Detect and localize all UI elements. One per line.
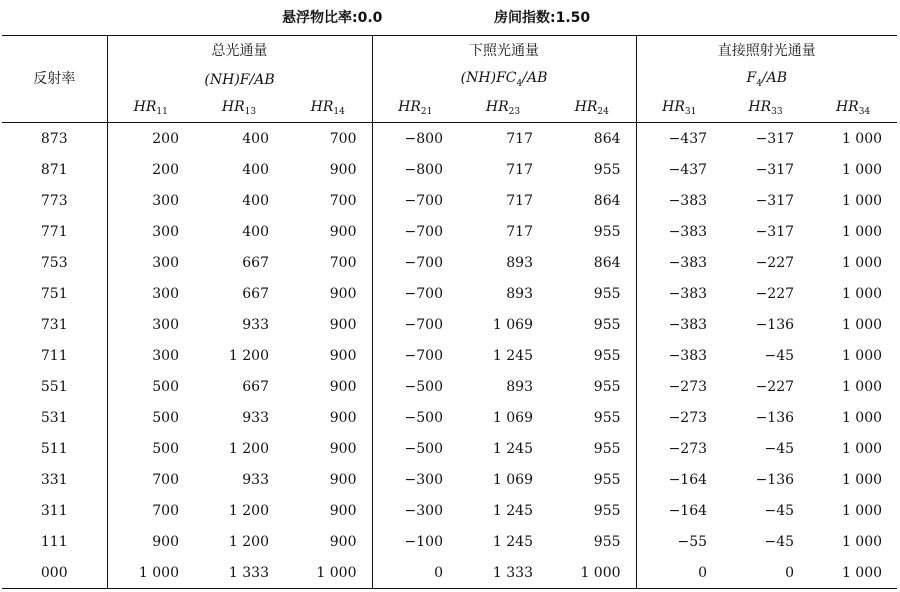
value-cell: 1 200 (228, 502, 269, 519)
formula-downward-fc: FC (496, 70, 517, 87)
value-cell: 955 (548, 495, 636, 526)
value-cell: −700 (404, 192, 443, 209)
value-cell: 400 (242, 223, 269, 240)
value-cell: −273 (668, 440, 708, 457)
table-row (2, 495, 897, 526)
column-header-base: HR (748, 98, 772, 115)
value-cell: 1 000 (841, 378, 883, 395)
value-cell: 900 (284, 309, 372, 340)
table-row (2, 278, 897, 309)
value-cell: 900 (284, 371, 372, 402)
value-cell: −383 (668, 316, 708, 333)
value-cell: 955 (548, 526, 636, 557)
value-cell: 955 (548, 154, 636, 185)
value-cell: 1 245 (492, 347, 533, 364)
column-header-subscript: 11 (156, 106, 168, 117)
value-cell: 900 (152, 533, 179, 550)
column-header-base: HR (221, 98, 245, 115)
value-cell: 1 000 (284, 557, 372, 589)
value-cell: 1 245 (492, 502, 533, 519)
value-cell: 933 (242, 316, 269, 333)
formula-downward-nh: NH (466, 70, 491, 87)
table-row (2, 309, 897, 340)
table-row (2, 402, 897, 433)
column-header-subscript: 23 (508, 106, 521, 117)
value-cell: 300 (152, 316, 179, 333)
value-cell: 1 000 (841, 192, 883, 209)
formula-downward-ab: AB (526, 70, 548, 87)
value-cell: −45 (764, 440, 795, 457)
value-cell: 700 (284, 247, 372, 278)
value-cell: −227 (755, 378, 795, 395)
table-row (2, 464, 897, 495)
value-cell: 900 (284, 495, 372, 526)
value-cell: 900 (284, 278, 372, 309)
value-cell: 900 (284, 154, 372, 185)
value-cell: 1 000 (841, 316, 883, 333)
reflectance-cell: 753 (2, 247, 107, 278)
formula-downward-sub: 4 (516, 78, 523, 89)
value-cell: −383 (668, 285, 708, 302)
value-cell: −700 (404, 223, 443, 240)
column-header-base: HR (310, 98, 334, 115)
value-cell: 0 (722, 557, 809, 589)
value-cell: −700 (404, 347, 443, 364)
value-cell: −700 (404, 254, 443, 271)
value-cell: 300 (152, 192, 179, 209)
reflectance-cell: 311 (2, 495, 107, 526)
table-row (2, 557, 897, 589)
value-cell: 667 (242, 285, 269, 302)
value-cell: 300 (152, 254, 179, 271)
value-cell: 864 (548, 247, 636, 278)
formula-total-flux-f: F (239, 72, 250, 88)
reflectance-cell: 751 (2, 278, 107, 309)
column-header-hr14 (284, 94, 372, 123)
value-cell: 300 (152, 223, 179, 240)
value-cell: −136 (755, 471, 795, 488)
value-cell: 900 (284, 216, 372, 247)
value-cell: 900 (284, 464, 372, 495)
value-cell: 955 (548, 464, 636, 495)
value-cell: 1 000 (841, 130, 883, 147)
value-cell: −317 (755, 161, 795, 178)
value-cell: 900 (284, 526, 372, 557)
value-cell: −136 (755, 409, 795, 426)
reflectance-cell: 000 (2, 557, 107, 589)
column-header-hr13 (194, 94, 284, 123)
value-cell: −136 (755, 316, 795, 333)
value-cell: 1 000 (841, 440, 883, 457)
table-row (2, 371, 897, 402)
column-header-base: HR (662, 98, 685, 115)
room-index-label: 房间指数:1.50 (494, 10, 591, 26)
value-cell: 900 (284, 402, 372, 433)
value-cell: 700 (284, 123, 372, 155)
column-header-subscript: 31 (684, 106, 697, 117)
value-cell: 500 (152, 378, 179, 395)
value-cell: −700 (404, 316, 443, 333)
table-row (2, 526, 897, 557)
formula-direct-sub: 4 (756, 78, 762, 89)
value-cell: 700 (152, 471, 179, 488)
value-cell: −500 (404, 378, 443, 395)
suspension-ratio-label: 悬浮物比率:0.0 (282, 10, 383, 26)
value-cell: 1 000 (841, 533, 883, 550)
value-cell: 1 200 (228, 347, 269, 364)
value-cell: −437 (668, 130, 708, 147)
value-cell: 1 069 (492, 316, 533, 333)
reflectance-cell: 773 (2, 185, 107, 216)
column-header-subscript: 13 (244, 106, 257, 117)
value-cell: 667 (242, 254, 269, 271)
value-cell: 400 (242, 130, 269, 147)
value-cell: −55 (677, 533, 708, 550)
header-total-flux: 总光通量 (107, 36, 372, 67)
reflectance-cell: 711 (2, 340, 107, 371)
value-cell: −383 (668, 347, 708, 364)
value-cell: −317 (755, 192, 795, 209)
value-cell: 1 245 (492, 533, 533, 550)
value-cell: 955 (548, 340, 636, 371)
value-cell: 1 000 (841, 502, 883, 519)
value-cell: −300 (404, 471, 443, 488)
value-cell: 717 (506, 130, 533, 147)
reflectance-cell: 111 (2, 526, 107, 557)
value-cell: 1 333 (458, 557, 548, 589)
value-cell: 200 (152, 130, 179, 147)
table-row (2, 154, 897, 185)
reflectance-cell: 511 (2, 433, 107, 464)
formula-total-flux-ab: AB (254, 72, 275, 88)
value-cell: 300 (152, 285, 179, 302)
column-header-base: HR (574, 98, 598, 115)
value-cell: 400 (242, 192, 269, 209)
value-cell: −500 (404, 409, 443, 426)
value-cell: −300 (404, 502, 443, 519)
column-header-hr33 (722, 94, 809, 123)
value-cell: 1 069 (492, 409, 533, 426)
value-cell: 500 (152, 440, 179, 457)
column-header-base: HR (835, 98, 859, 115)
value-cell: 933 (242, 471, 269, 488)
value-cell: 955 (548, 309, 636, 340)
table-row (2, 247, 897, 278)
value-cell: 893 (506, 378, 533, 395)
formula-total-flux: (NH)F/AB (107, 66, 372, 94)
value-cell: 955 (548, 433, 636, 464)
value-cell: 900 (284, 433, 372, 464)
formula-total-flux-text: NH (209, 72, 235, 88)
value-cell: −317 (755, 223, 795, 240)
value-cell: −227 (755, 285, 795, 302)
reflectance-cell: 731 (2, 309, 107, 340)
value-cell: 933 (242, 409, 269, 426)
formula-direct-flux: $F_4/AB$ (746, 70, 788, 89)
value-cell: −164 (668, 502, 708, 519)
value-cell: 1 000 (841, 409, 883, 426)
reflectance-cell: 771 (2, 216, 107, 247)
value-cell: 955 (548, 278, 636, 309)
column-header-subscript: 14 (333, 106, 345, 117)
value-cell: −164 (668, 471, 708, 488)
luminous-flux-table (2, 35, 897, 589)
column-header-base: HR (398, 98, 421, 115)
value-cell: 1 000 (841, 471, 883, 488)
value-cell: −800 (404, 161, 443, 178)
formula-downward-flux: $(NH)FC_4/AB$ (372, 66, 636, 94)
column-header-subscript: 33 (771, 106, 783, 117)
column-header-hr34 (809, 94, 897, 123)
header-direct-flux: 直接照射光通量 (636, 36, 897, 67)
value-cell: 893 (506, 285, 533, 302)
column-header-base: HR (485, 98, 509, 115)
value-cell: 900 (284, 340, 372, 371)
value-cell: 955 (548, 371, 636, 402)
reflectance-cell: 871 (2, 154, 107, 185)
table-row (2, 123, 897, 155)
formula-direct-f: F (746, 70, 757, 87)
table-caption (0, 7, 900, 29)
header-downward-flux: 下照光通量 (372, 36, 636, 67)
value-cell: 717 (506, 223, 533, 240)
value-cell: 864 (548, 185, 636, 216)
table-row (2, 216, 897, 247)
value-cell: 400 (242, 161, 269, 178)
column-header-hr24 (548, 94, 636, 123)
column-header-hr31 (636, 94, 722, 123)
column-header-hr21 (372, 94, 458, 123)
value-cell: −317 (755, 130, 795, 147)
value-cell: 1 000 (841, 285, 883, 302)
table-row (2, 185, 897, 216)
column-header-subscript: 24 (597, 106, 609, 117)
value-cell: 667 (242, 378, 269, 395)
table-row (2, 433, 897, 464)
value-cell: 0 (636, 557, 722, 589)
value-cell: −500 (404, 440, 443, 457)
value-cell: 200 (152, 161, 179, 178)
value-cell: 1 000 (841, 223, 883, 240)
value-cell: −383 (668, 254, 708, 271)
value-cell: 1 000 (841, 254, 883, 271)
value-cell: 955 (548, 402, 636, 433)
value-cell: 864 (548, 123, 636, 155)
value-cell: 500 (152, 409, 179, 426)
value-cell: −383 (668, 223, 708, 240)
value-cell: 1 200 (228, 533, 269, 550)
value-cell: 893 (506, 254, 533, 271)
value-cell: −383 (668, 192, 708, 209)
value-cell: 1 069 (492, 471, 533, 488)
value-cell: −45 (764, 502, 795, 519)
value-cell: 1 000 (548, 557, 636, 589)
value-cell: −700 (404, 285, 443, 302)
column-header-subscript: 34 (858, 106, 871, 117)
table-row (2, 340, 897, 371)
reflectance-cell: 551 (2, 371, 107, 402)
value-cell: −227 (755, 254, 795, 271)
value-cell: 700 (152, 502, 179, 519)
value-cell: 955 (548, 216, 636, 247)
value-cell: 1 245 (492, 440, 533, 457)
value-cell: 300 (152, 347, 179, 364)
formula-direct-ab: AB (766, 70, 788, 87)
column-header-hr23 (458, 94, 548, 123)
value-cell: 1 000 (107, 557, 194, 589)
value-cell: 717 (506, 192, 533, 209)
reflectance-cell: 531 (2, 402, 107, 433)
value-cell: −100 (404, 533, 443, 550)
value-cell: 700 (284, 185, 372, 216)
reflectance-cell: 873 (2, 123, 107, 155)
column-header-base: HR (133, 98, 157, 115)
value-cell: 1 200 (228, 440, 269, 457)
value-cell: −273 (668, 409, 708, 426)
value-cell: 0 (372, 557, 458, 589)
value-cell: 1 333 (194, 557, 284, 589)
value-cell: −800 (404, 130, 443, 147)
column-header-hr11 (107, 94, 194, 123)
value-cell: 717 (506, 161, 533, 178)
reflectance-cell: 331 (2, 464, 107, 495)
value-cell: −273 (668, 378, 708, 395)
value-cell: 1 000 (841, 161, 883, 178)
value-cell: −437 (668, 161, 708, 178)
column-header-subscript: 21 (420, 106, 433, 117)
value-cell: −45 (764, 347, 795, 364)
header-reflectance: 反射率 (2, 36, 107, 123)
value-cell: −45 (764, 533, 795, 550)
value-cell: 1 000 (841, 347, 883, 364)
value-cell: 1 000 (809, 557, 897, 589)
